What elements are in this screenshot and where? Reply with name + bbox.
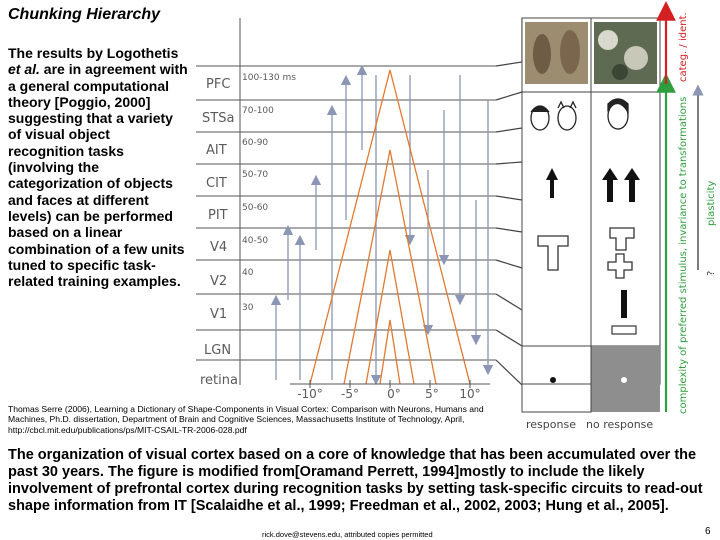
x-tick-label: 10° [459,387,481,401]
pathway-arrows [276,70,488,380]
area-label: retina [200,373,238,388]
area-label: CIT [206,176,227,191]
left-text-block [8,45,188,289]
area-labels [200,73,296,388]
latency-label: 100-130 ms [242,73,296,83]
area-label: V1 [210,307,228,322]
latency-label: 40-50 [242,236,269,246]
latency-label: 70-100 [242,106,274,116]
left-text-etal: et al. [8,61,40,78]
latency-label: 40 [242,268,254,278]
x-tick-label: 5° [425,387,439,401]
area-label: V2 [210,274,228,289]
page-number: 6 [705,526,711,537]
receptive-field-cone [310,70,470,384]
area-label: STSa [202,111,235,126]
bar-feature-icon [612,326,636,334]
area-label: AIT [206,143,227,158]
area-label: PIT [208,208,228,223]
slide-title: Chunking Hierarchy [8,6,161,23]
latency-label: 50-70 [242,170,269,180]
x-tick-label: 0° [387,387,401,401]
bar-feature-icon [621,290,627,318]
caption-paragraph: The organization of visual cortex based on a core of knowledge that has been accumulated over the past 30 years. The figure is modified from[Oramand Perrett, 1994]mostly to include the likely involvement of prefrontal cortex during recognition tasks by setting task-specific circuits to read-out shape information from IT [Scalaidhe et al., 1999; Freedman et al., 2002, 2003; Hung et al., 2005]. [8,447,703,514]
no-response-label: no response [586,418,654,431]
latency-label: 50-60 [242,203,269,213]
latency-label: 60-90 [242,138,269,148]
area-label: PFC [206,77,231,92]
latency-label: 30 [242,303,254,313]
area-label: V4 [210,240,228,255]
figure-citation: Thomas Serre (2006), Learning a Dictionary of Shape-Components in Visual Cortex: Comparison with Neurons, Humans and Machines, Ph.D. dissertation, Department of Brain and Cognitive Sciences, Massachusetts Institute of Technology, April, http://cbcl.mit.edu/publications/ps/MIT-CSAIL-TR-2006-028.pdf [8,404,484,435]
right-axis-label-middle: complexity of preferred stimulus, invariance to transformations [678,96,689,414]
dot-stimulus-icon [621,377,627,383]
x-tick-label: -5° [341,387,359,401]
left-text-part2: are in agreement with a general computational theory [Poggio, 2000] suggesting that a variety of visual object recognition tasks (involving the categorization of objects and faces at different levels) can be performed based on a linear combination of a few units tuned to specific task-related training examples. [8,61,188,290]
hierarchy-figure [196,0,720,440]
right-axis-label-side: plasticity [706,180,717,226]
stimulus-panels [522,18,660,431]
x-tick-label: -10° [297,387,323,401]
left-text-part1: The results by Logothetis [8,45,179,61]
panel-connectors [496,18,522,385]
response-label: response [526,418,576,431]
footer-text: rick.dove@stevens.edu, attributed copies permitted [262,530,433,539]
right-axis-label-top: categ. / ident. [678,12,689,82]
x-axis [290,380,490,401]
right-axes [666,12,717,414]
dot-stimulus-icon [550,377,556,383]
area-label: LGN [204,343,232,358]
right-axis-label-bottom: ? [706,270,717,276]
